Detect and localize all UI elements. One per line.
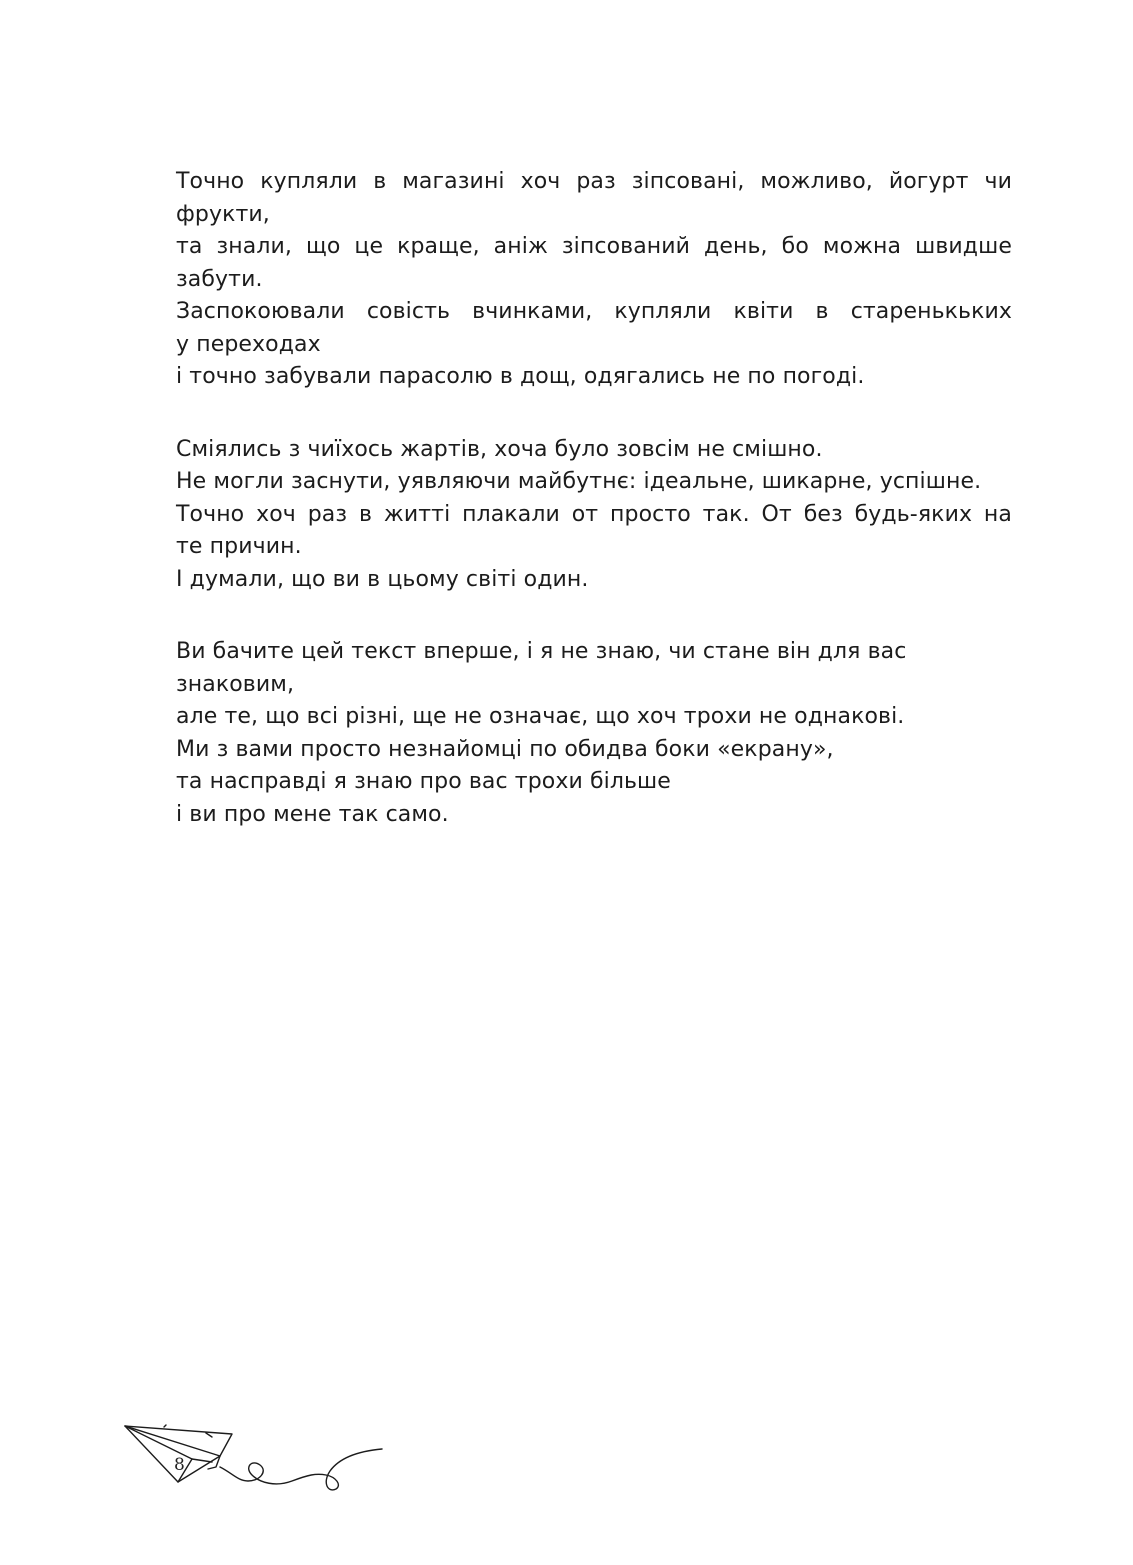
poem-line: Заспокоювали совість вчинками, купляли квіти в старенькьких [176,299,1012,324]
poem-line: Ми з вами просто незнайомці по обидва боки «екрану», [176,736,834,762]
poem-line: Сміялись з чиїхось жартів, хоча було зовсім не смішно. [176,436,823,462]
stanza-3 [176,636,1012,831]
poem-line: у переходах [176,331,321,357]
poem-line: але те, що всі різні, ще не означає, що хоч трохи не однакові. [176,704,905,729]
poem-line: та знали, що це краще, аніж зіпсований день, бо можна швидше [176,234,1012,259]
poem-line: фрукти, [176,201,270,227]
poem-text [176,166,1012,871]
poem-line: Точно хоч раз в житті плакали от просто так. От без будь-яких на [176,501,1012,527]
poem-line: і ви про мене так само. [176,801,449,827]
poem-line: і точно забували парасолю в дощ, одягались не по погоді. [176,364,865,389]
poem-line: те причин. [176,534,302,559]
paper-plane-icon [120,1415,390,1500]
poem-line: та насправді я знаю про вас трохи більше [176,769,671,794]
poem-line: І думали, що ви в цьому світі один. [176,566,589,592]
poem-line: знаковим, [176,671,295,697]
poem-line: Ви бачите цей текст вперше, і я не знаю, чи стане він для вас [176,639,907,664]
stanza-1 [176,166,1012,394]
poem-line: забути. [176,266,263,292]
poem-line: Точно купляли в магазині хоч раз зіпсовані, можливо, йогурт чи [176,169,1012,194]
poem-line: Не могли заснути, уявляючи майбутнє: ідеальне, шикарне, успішне. [176,469,982,494]
page-footer [120,1415,390,1500]
stanza-2 [176,434,1012,597]
page-number: 8 [174,1455,185,1475]
